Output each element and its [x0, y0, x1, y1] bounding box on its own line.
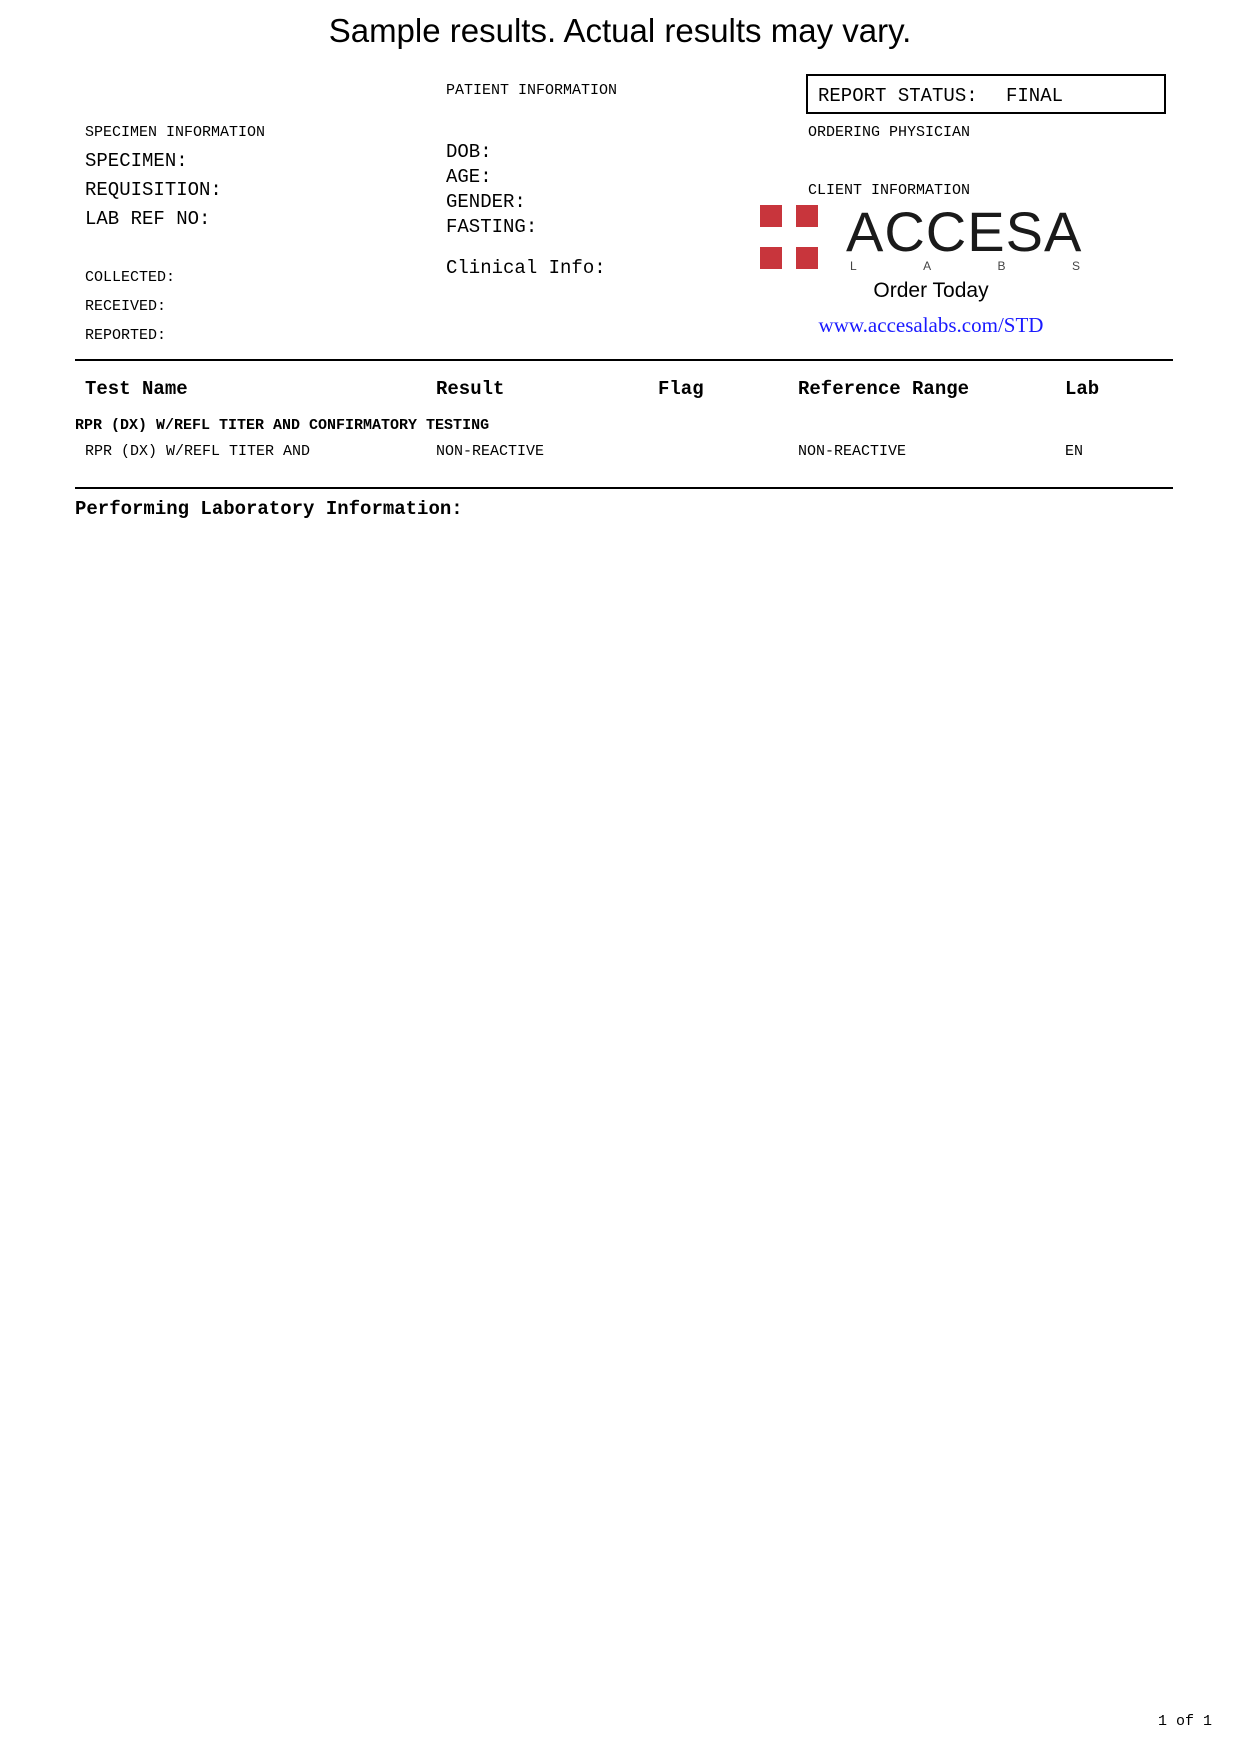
col-header-lab: Lab: [1065, 378, 1100, 400]
age-label: AGE:: [446, 166, 492, 188]
col-header-result: Result: [436, 378, 505, 400]
logo-square-icon: [796, 205, 818, 227]
col-header-reference-range: Reference Range: [798, 378, 970, 400]
logo-sub-letter: A: [923, 259, 932, 273]
header-divider: [75, 359, 1173, 361]
accesa-labs-logo: [760, 200, 1083, 275]
order-today-text: Order Today: [873, 279, 989, 302]
report-status-value: FINAL: [1006, 85, 1064, 107]
lab-ref-label: LAB REF NO:: [85, 208, 211, 230]
row-test-name: RPR (DX) W/REFL TITER AND: [85, 443, 311, 460]
page-number: 1 of 1: [1157, 1713, 1212, 1730]
logo-sub-letter: B: [997, 259, 1006, 273]
client-info-heading: CLIENT INFORMATION: [808, 182, 971, 199]
col-header-flag: Flag: [658, 378, 704, 400]
fasting-label: FASTING:: [446, 216, 538, 238]
gender-label: GENDER:: [446, 191, 526, 213]
specimen-label: SPECIMEN:: [85, 150, 188, 172]
received-label: RECEIVED:: [85, 298, 167, 315]
logo-wordmark: ACCESA: [846, 200, 1083, 263]
sample-disclaimer-banner: Sample results. Actual results may vary.: [328, 12, 912, 49]
specimen-info-heading: SPECIMEN INFORMATION: [85, 124, 266, 141]
collected-label: COLLECTED:: [85, 269, 176, 286]
clinical-info-label: Clinical Info:: [446, 257, 606, 279]
reported-label: REPORTED:: [85, 327, 167, 344]
row-reference-range: NON-REACTIVE: [798, 443, 907, 460]
logo-subtitle: [850, 259, 1080, 273]
requisition-label: REQUISITION:: [85, 179, 222, 201]
results-divider: [75, 487, 1173, 489]
report-status-box: [806, 74, 1166, 114]
logo-square-icon: [760, 205, 782, 227]
col-header-test-name: Test Name: [85, 378, 188, 400]
test-group-title: RPR (DX) W/REFL TITER AND CONFIRMATORY TESTING: [75, 417, 490, 434]
logo-sub-letter: L: [850, 259, 857, 273]
row-lab: EN: [1065, 443, 1084, 460]
logo-square-icon: [796, 247, 818, 269]
performing-lab-heading: Performing Laboratory Information:: [75, 498, 463, 520]
report-status-label: REPORT STATUS:: [818, 85, 978, 107]
patient-info-heading: PATIENT INFORMATION: [446, 82, 618, 99]
row-result: NON-REACTIVE: [436, 443, 545, 460]
accesa-link[interactable]: www.accesalabs.com/STD: [818, 313, 1044, 337]
logo-sub-letter: S: [1071, 259, 1080, 273]
dob-label: DOB:: [446, 141, 492, 163]
logo-square-icon: [760, 247, 782, 269]
ordering-physician-heading: ORDERING PHYSICIAN: [808, 124, 971, 141]
